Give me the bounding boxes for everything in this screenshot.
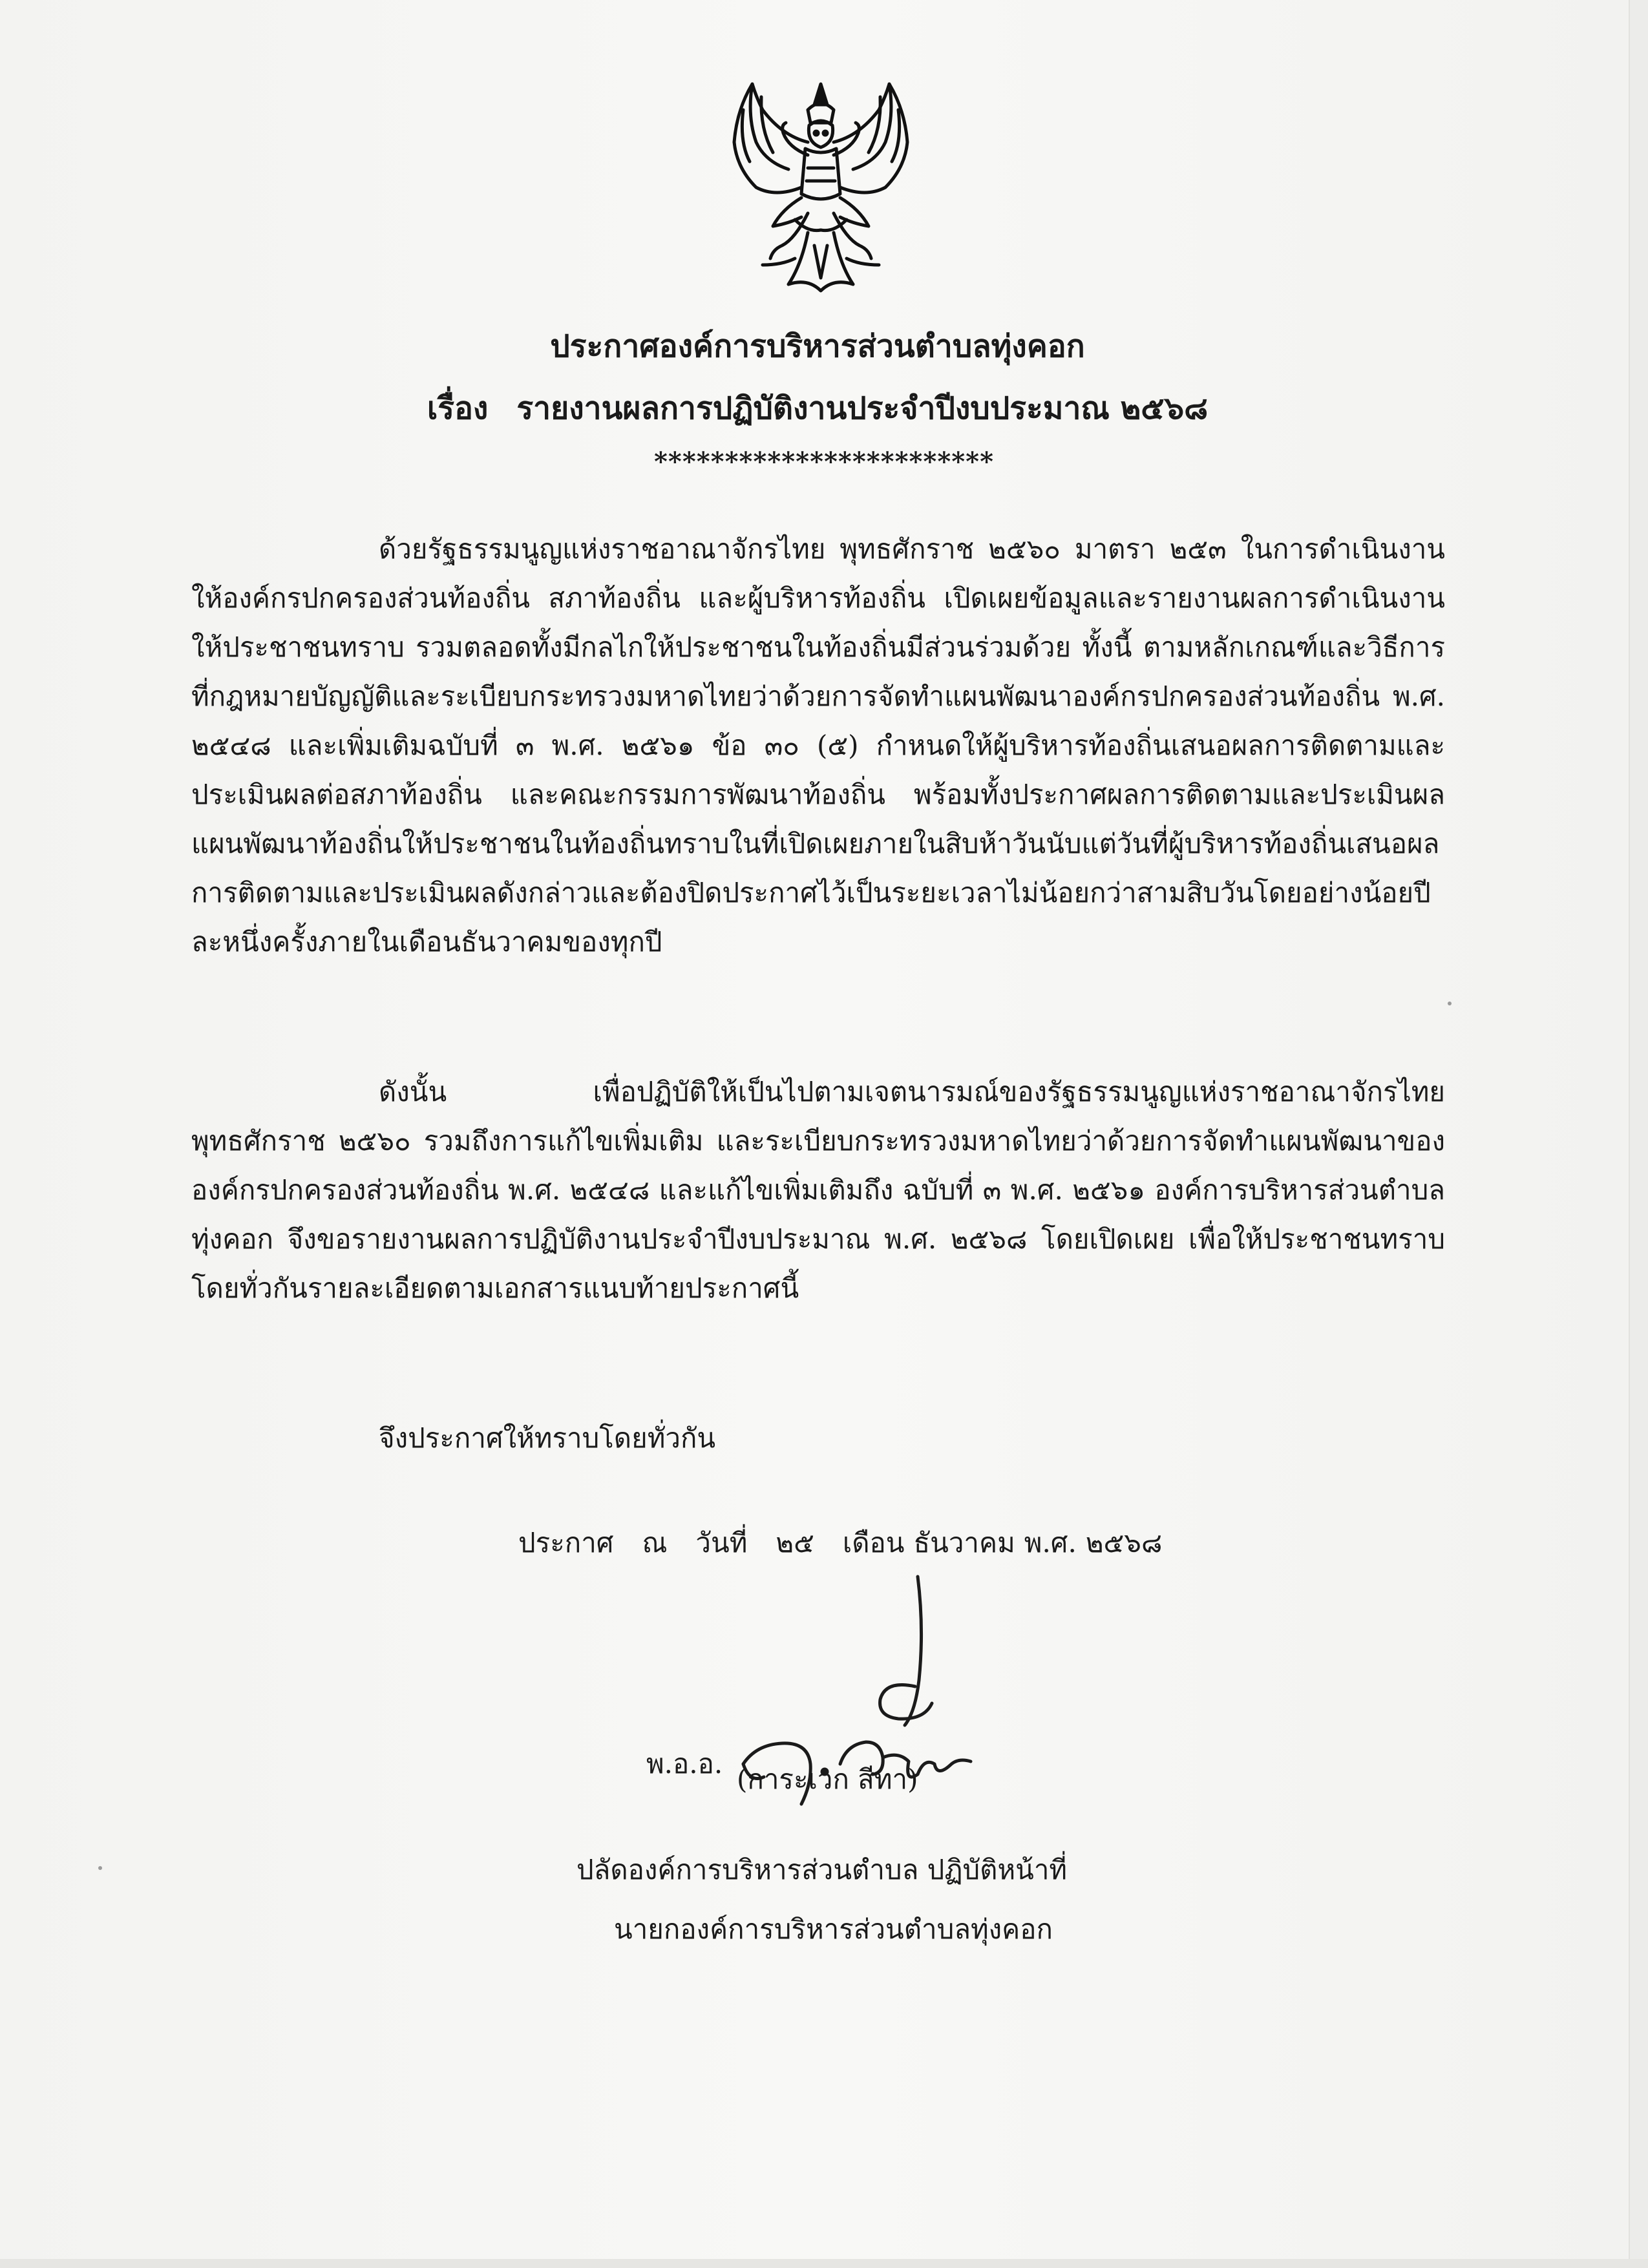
paragraph-2-text: ดังนั้น เพื่อปฏิบัติให้เป็นไปตามเจตนารมณ์ของรัฐธรรมนูญแห่งราชอาณาจักรไทย พุทธศักราช ๒๕๖๐ รวมถึงการแก้ไขเพิ่มเติม และระเบียบกระทรวงมหาดไทยว่าด้วยการจัดทำแผนพัฒนาขององค์กรปกครองส่วนท้องถิ่น พ.ศ. ๒๕๔๘ และแก้ไขเพิ่มเติมถึง ฉบับที่ ๓ พ.ศ. ๒๕๖๑ องค์การบริหารส่วนตำบลทุ่งคอก จึงขอรายงานผลการปฏิบัติงานประจำปีงบประมาณ พ.ศ. ๒๕๖๘ โดยเปิดเผย เพื่อให้ประชาชนทราบโดยทั่วกันรายละเอียดตามเอกสารแนบท้ายประกาศนี้ (191, 1076, 1445, 1304)
title-separator: ************************ (653, 446, 995, 477)
document-title: ประกาศองค์การบริหารส่วนตำบลทุ่งคอก (550, 328, 1085, 364)
page-edge-bottom (0, 2259, 1648, 2268)
subject-text: รายงานผลการปฏิบัติงานประจำปีงบประมาณ ๒๕๖๘ (516, 390, 1209, 426)
scan-speck (98, 1866, 102, 1870)
body-paragraph-1 (191, 525, 1445, 967)
date-day-label: วันที่ (695, 1527, 748, 1559)
signer-position-line-2: นายกองค์การบริหารส่วนตำบลทุ่งคอก (614, 1913, 1053, 1945)
date-year-label: พ.ศ. (1024, 1527, 1077, 1559)
date-day-value: ๒๕ (776, 1527, 814, 1559)
date-month-label: เดือน (842, 1527, 905, 1559)
closing-statement: จึงประกาศให้ทราบโดยทั่วกัน (379, 1422, 716, 1454)
signer-position-line-1: ปลัดองค์การบริหารส่วนตำบล ปฏิบัติหน้าที่ (576, 1854, 1068, 1885)
paragraph-1-text: ด้วยรัฐธรรมนูญแห่งราชอาณาจักรไทย พุทธศักราช ๒๕๖๐ มาตรา ๒๕๓ ในการดำเนินงาน ให้องค์กรปกครองส่วนท้องถิ่น สภาท้องถิ่น และผู้บริหารท้องถิ่น เปิดเผยข้อมูลและรายงานผลการดำเนินงานให้ประชาชนทราบ รวมตลอดทั้งมีกลไกให้ประชาชนในท้องถิ่นมีส่วนร่วมด้วย ทั้งนี้ ตามหลักเกณฑ์และวิธีการที่กฎหมายบัญญัติและระเบียบกระทรวงมหาดไทยว่าด้วยการจัดทำแผนพัฒนาองค์กรปกครองส่วนท้องถิ่น พ.ศ. ๒๕๔๘ และเพิ่มเติมฉบับที่ ๓ พ.ศ. ๒๕๖๑ ข้อ ๓๐ (๕) กำหนดให้ผู้บริหารท้องถิ่นเสนอผลการติดตามและประเมินผลต่อสภาท้องถิ่น และคณะกรรมการพัฒนาท้องถิ่น พร้อมทั้งประกาศผลการติดตามและประเมินผลแผนพัฒนาท้องถิ่นให้ประชาชนในท้องถิ่นทราบในที่เปิดเผยภายในสิบห้าวันนับแต่วันที่ผู้บริหารท้องถิ่นเสนอผลการติดตามและประเมินผลดังกล่าวและต้องปิดประกาศไว้เป็นระยะเวลาไม่น้อยกว่าสามสิบวันโดยอย่างน้อยปีละหนึ่งครั้งภายในเดือนธันวาคมของทุกปี (191, 533, 1445, 958)
signer-name: (การะเวก สีทา) (737, 1763, 918, 1795)
date-at-label: ณ (642, 1527, 668, 1559)
garuda-emblem-icon (711, 71, 931, 304)
date-month-value: ธันวาคม (913, 1527, 1015, 1559)
subject-label: เรื่อง (427, 390, 489, 426)
date-announced-label: ประกาศ (518, 1527, 614, 1559)
document-subject (0, 389, 1642, 428)
scan-speck (1448, 1002, 1452, 1005)
body-paragraph-2 (191, 1067, 1445, 1313)
date-year-value: ๒๕๖๘ (1085, 1527, 1163, 1559)
signer-rank-prefix: พ.อ.อ. (646, 1748, 723, 1780)
